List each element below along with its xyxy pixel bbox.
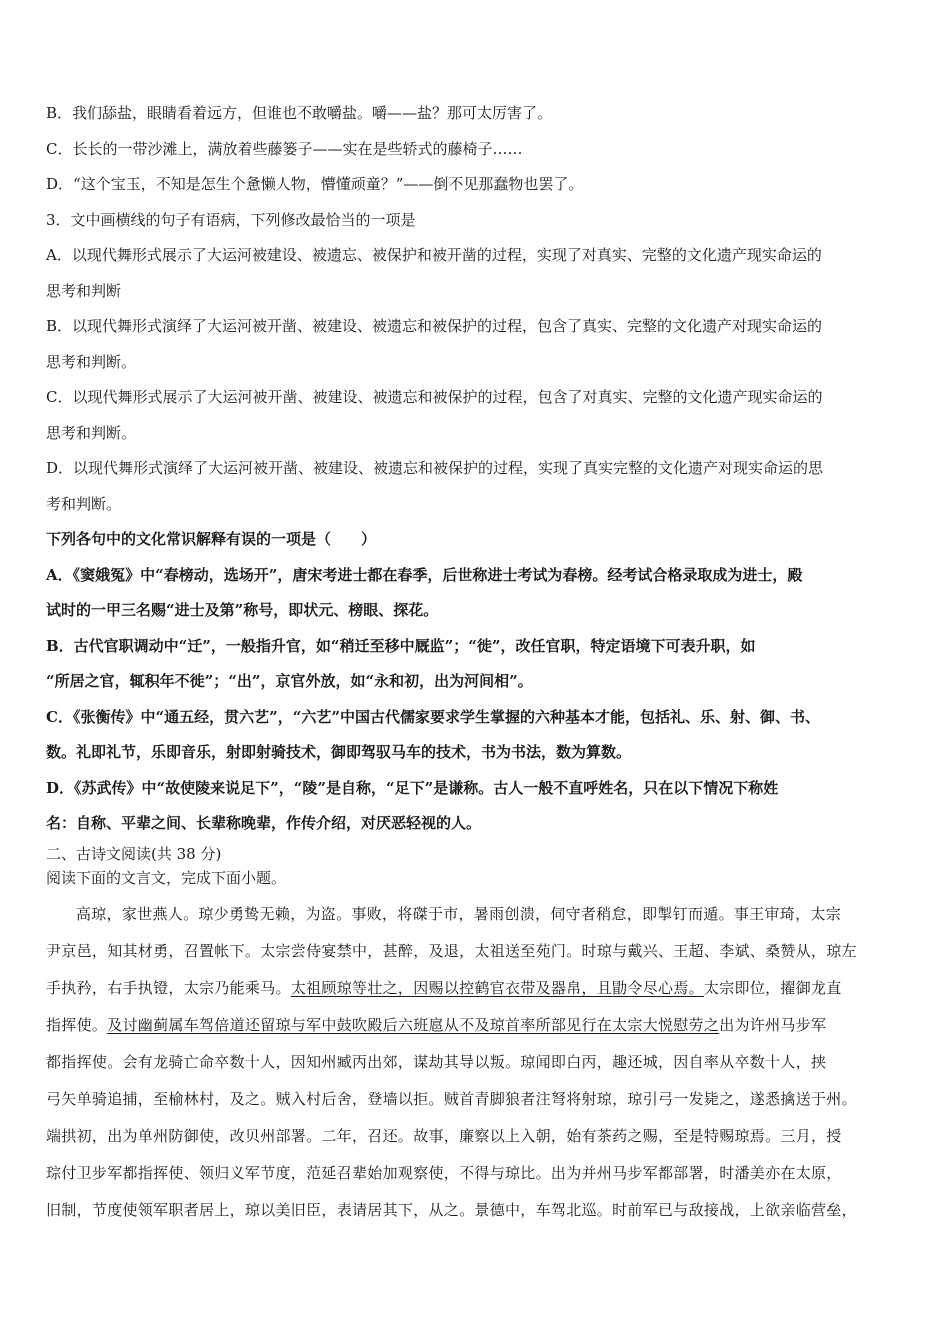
q3-option-b-cont: 思考和判断。	[46, 352, 137, 371]
document-page	[46, 96, 908, 1229]
q4-option-a: A．《窦娥冤》中“春榜动，选场开”，唐宋考进士都在春季，后世称进士考试为春榜。经考试合格录取成为进士，殿	[46, 565, 803, 584]
q3-option-c-cont: 思考和判断。	[46, 423, 137, 442]
passage-line-8: 琮付卫步军都指挥使、领归义军节度，范延召辈始加观察使，不得与琼比。出为并州马步军都部署，时潘美亦在太原，	[46, 1163, 842, 1182]
q3-option-a-cont: 思考和判断	[46, 281, 122, 300]
underlined-sentence-1: 太祖顾琼等壮之，因赐以控鹤官衣带及器帛，且勖令尽心焉。	[290, 978, 704, 997]
passage-line-3-tail: 太宗即位，擢御龙直	[703, 978, 842, 997]
q4-option-b-cont: “所居之官，辄积年不徙”；“出”，京官外放，如“永和初，出为河间相”。	[46, 672, 533, 690]
q3-option-a: A．以现代舞形式展示了大运河被建设、被遗忘、被保护和被开凿的过程，实现了对真实、完整的文化遗产现实命运的	[46, 246, 822, 264]
q2-option-c: C．长长的一带沙滩上，满放着些藤篓子——实在是些轿式的藤椅子……	[46, 139, 523, 158]
q2-option-b: B．我们舔盐，眼睛看着远方，但谁也不敢嚼盐。嚼——盐？那可太厉害了。	[46, 104, 553, 122]
q3-option-d: D．以现代舞形式演绎了大运河被开凿、被建设、被遗忘和被保护的过程，实现了真实完整的文化遗产对现实命运的思	[46, 459, 824, 477]
q3-option-c: C．以现代舞形式展示了大运河被开凿、被建设、被遗忘和被保护的过程，包含了对真实、完整的文化遗产现实命运的	[46, 388, 823, 406]
passage-line-3-text: 手执矜，右手执镫，太宗乃能乘马。	[46, 978, 291, 997]
q4-option-d: D．《苏武传》中“故使陵来说足下”，“陵”是自称，“足下”是谦称。古人一般不直呼姓名，只在以下情况下称姓	[46, 778, 779, 797]
passage-line-4-tail: 出为许州马步军	[719, 1015, 827, 1034]
passage-line-7: 端拱初，出为单州防御使，改贝州部署。二年，召还。故事，廉察以上入朝，始有茶药之赐，至是特赐琼焉。三月，授	[46, 1126, 842, 1145]
q3-option-d-cont: 考和判断。	[46, 494, 122, 513]
passage-line-4-text: 指挥使。	[46, 1015, 108, 1034]
passage-line-2: 尹京邑，知其材勇，召置帐下。太宗尝侍宴禁中，甚醉，及退，太祖送至苑门。时琼与戴兴、王超、李斌、桑赞从，琼左	[46, 941, 857, 960]
q4-stem: 下列各句中的文化常识解释有误的一项是（ ）	[46, 530, 377, 548]
classical-passage	[46, 896, 908, 1229]
passage-line-4	[46, 1007, 908, 1044]
q4-option-a-cont: 试时的一甲三名赐“进士及第”称号，即状元、榜眼、探花。	[46, 601, 439, 619]
q2-option-d: D．“这个宝玉，不知是怎生个惫懒人物，懵懂顽童？”——倒不见那蠢物也罢了。	[46, 175, 584, 193]
passage-line-9: 旧制，节度使领军职者居上，琼以美旧臣，表请居其下，从之。景德中，车驾北巡。时前军已与敌接战，上欲亲临营垒，	[46, 1200, 857, 1219]
passage-line-6: 弓矢单骑追捕，至榆林村，及之。贼入村后舍，登墙以拒。贼首青脚狼者注弩将射琼，琼引弓一发毙之，遂悉擒送于州。	[46, 1089, 857, 1108]
q3-option-b: B．以现代舞形式演绎了大运河被开凿、被建设、被遗忘和被保护的过程，包含了真实、完整的文化遗产对现实命运的	[46, 317, 823, 335]
underlined-sentence-2: 及讨幽蓟属车驾倍道还留琼与军中鼓吹殿后六班扈从不及琼首率所部见行在太宗大悦慰劳之	[107, 1015, 720, 1034]
q4-option-d-cont: 名：自称、平辈之间、长辈称晚辈，作传介绍，对厌恶轻视的人。	[46, 814, 482, 832]
passage-line-5: 都指挥使。会有龙骑亡命卒数十人，因知州臧丙出郊，谋劫其导以叛。琼闻即白丙，趣还城，因自率从卒数十人，挟	[46, 1052, 827, 1071]
q4-option-c-cont: 数。礼即礼节，乐即音乐，射即射骑技术，御即驾驭马车的技术，书为书法，数为算数。	[46, 743, 632, 761]
passage-line-3	[46, 970, 908, 1007]
q4-option-c: C．《张衡传》中“通五经，贯六艺”，“六艺”中国古代儒家要求学生掌握的六种基本才能，包括礼、乐、射、御、书、	[46, 707, 820, 726]
q3-stem: 3．文中画横线的句子有语病，下列修改最恰当的一项是	[46, 210, 416, 229]
section-instruction: 阅读下面的文言文，完成下面小题。	[46, 868, 287, 887]
passage-line-1: 高琼，家世燕人。琼少勇鸷无赖，为盗。事败，将磔于市，暑雨创溃，伺守者稍怠，即掣钉而遁。事王审琦，太宗	[76, 904, 842, 923]
q4-option-b: B．古代官职调动中“迁”，一般指升官，如“稍迁至移中厩监”；“徙”，改任官职，特定语境下可表升职，如	[46, 636, 756, 655]
section-heading: 二、古诗文阅读(共 38 分)	[46, 844, 222, 863]
